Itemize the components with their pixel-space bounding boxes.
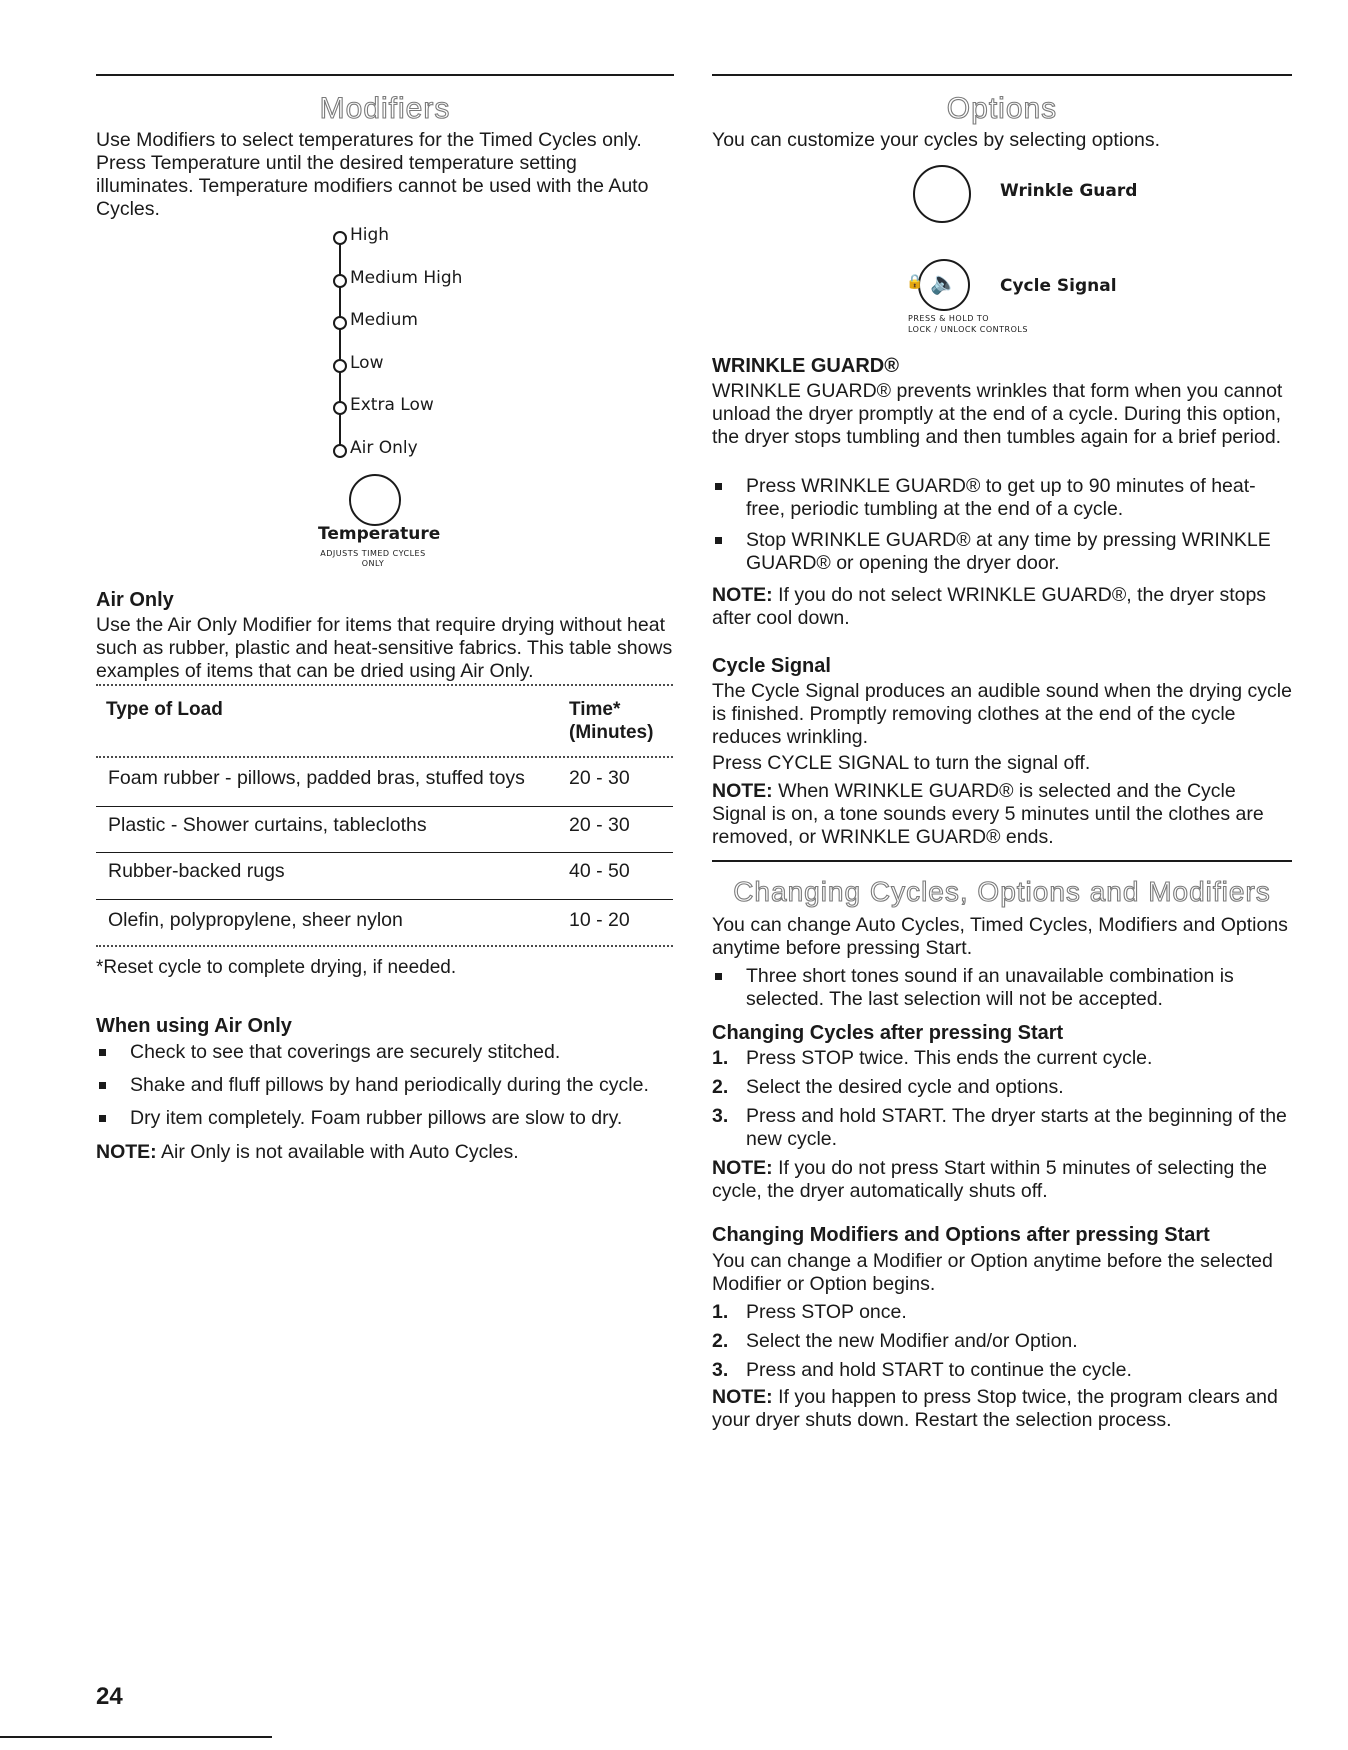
note-label: NOTE: (712, 780, 773, 802)
list-item-text: Press and hold START to continue the cycle. (746, 1359, 1132, 1381)
options-heading: Options (946, 92, 1058, 125)
list-item-text: Check to see that coverings are securely stitched. (130, 1041, 561, 1063)
indicator-light-icon (333, 401, 347, 415)
list-item (712, 1330, 1292, 1353)
table-cell-time: 10 - 20 (569, 909, 630, 931)
cycle-signal-sublabel-2: LOCK / UNLOCK CONTROLS (908, 325, 1028, 334)
setting-label: High (350, 225, 390, 245)
note-text: If you do not select WRINKLE GUARD®, the dryer stops after cool down. (712, 584, 1267, 629)
cycle-signal-text: The Cycle Signal produces an audible sound when the drying cycle is finished. Promptly removing clothes at the end of the cycle reduces wrinkling. (712, 680, 1292, 748)
changing-cycles-title: Changing Cycles after pressing Start (712, 1022, 1064, 1044)
step-number: 3. (712, 1105, 729, 1127)
setting-label: Extra Low (350, 395, 434, 415)
air-only-text: Use the Air Only Modifier for items that require drying without heat such as rubber, plastic and heat-sensitive fabrics. This table shows examples of items that can be dried using Air Only. (96, 614, 673, 682)
step-number: 2. (712, 1330, 729, 1352)
wrinkle-guard-note (712, 584, 1292, 630)
indicator-light-icon (333, 359, 347, 373)
table-cell-time: 20 - 30 (569, 767, 630, 789)
indicator-light-icon (333, 231, 347, 245)
list-item (712, 1359, 1292, 1382)
table-header-time-2: (Minutes) (569, 722, 654, 743)
note-label: NOTE: (96, 1141, 157, 1163)
page-number: 24 (96, 1683, 123, 1710)
indicator-light-icon (333, 444, 347, 458)
note-text: If you happen to press Stop twice, the program clears and your dryer shuts down. Restart the selection process. (712, 1386, 1278, 1431)
list-item-text: Press and hold START. The dryer starts at the beginning of the new cycle. (746, 1105, 1287, 1150)
list-item-text: Press STOP twice. This ends the current cycle. (746, 1047, 1153, 1069)
list-item (96, 1041, 681, 1064)
changing-list (712, 965, 1292, 1011)
cycle-signal-sublabel-1: PRESS & HOLD TO (908, 314, 990, 323)
indicator-light-icon (333, 316, 347, 330)
setting-label: Medium (350, 310, 418, 330)
setting-label: Air Only (350, 438, 418, 458)
table-bottom-border (96, 945, 673, 947)
list-item-text: Press WRINKLE GUARD® to get up to 90 minutes of heat-free, periodic tumbling at the end of a cycle. (746, 475, 1256, 520)
table-header-border (96, 756, 673, 758)
step-number: 1. (712, 1301, 729, 1323)
list-item-text: Three short tones sound if an unavailable combination is selected. The last selection will not be accepted. (746, 965, 1234, 1010)
table-cell-load: Rubber-backed rugs (108, 860, 285, 882)
list-item (712, 1105, 1292, 1151)
lock-icon: 🔒 (906, 273, 924, 289)
list-item-text: Dry item completely. Foam rubber pillows are slow to dry. (130, 1107, 623, 1129)
list-item (712, 475, 1292, 521)
changing-cycles-steps (712, 1047, 1292, 1151)
list-item (96, 1074, 681, 1097)
cycle-signal-title: Cycle Signal (712, 655, 831, 677)
cycle-signal-button-label: Cycle Signal (1000, 276, 1117, 296)
table-cell-time: 40 - 50 (569, 860, 630, 882)
table-header-load: Type of Load (106, 699, 223, 720)
modifiers-intro: Use Modifiers to select temperatures for the Timed Cycles only. Press Temperature until the desired temperature setting illuminates. Temperature modifiers cannot be used with the Auto Cycles. (96, 129, 649, 220)
table-row-divider (96, 852, 673, 853)
setting-label: Medium High (350, 268, 463, 288)
temperature-button-icon (349, 474, 401, 526)
note-label: NOTE: (712, 1157, 773, 1179)
note-text: Air Only is not available with Auto Cycles. (156, 1141, 519, 1163)
note-label: NOTE: (712, 584, 773, 606)
air-only-title: Air Only (96, 589, 174, 611)
table-cell-load: Plastic - Shower curtains, tablecloths (108, 814, 427, 836)
table-footnote: *Reset cycle to complete drying, if needed. (96, 957, 457, 978)
table-row-divider (96, 806, 673, 807)
left-top-rule (96, 74, 674, 76)
modifiers-heading: Modifiers (319, 92, 451, 125)
changing-modifiers-note (712, 1386, 1292, 1432)
changing-intro: You can change Auto Cycles, Timed Cycles, Modifiers and Options anytime before pressing Start. (712, 914, 1288, 959)
speaker-icon: 🔈 (930, 270, 958, 295)
temperature-knob-sublabel-2: ONLY (361, 559, 385, 568)
list-item-text: Press STOP once. (746, 1301, 907, 1323)
list-item-text: Select the new Modifier and/or Option. (746, 1330, 1078, 1352)
changing-modifiers-intro: You can change a Modifier or Option anytime before the selected Modifier or Option begins. (712, 1250, 1273, 1295)
changing-modifiers-title: Changing Modifiers and Options after pressing Start (712, 1224, 1210, 1246)
list-item (712, 1076, 1292, 1099)
note-label: NOTE: (712, 1386, 773, 1408)
air-only-note (96, 1141, 674, 1164)
table-cell-load: Foam rubber - pillows, padded bras, stuffed toys (108, 767, 525, 789)
changing-cycles-note (712, 1157, 1292, 1203)
wrinkle-guard-button-icon (913, 165, 971, 223)
note-text: When WRINKLE GUARD® is selected and the Cycle Signal is on, a tone sounds every 5 minutes until the clothes are removed, or WRINKLE GUARD® ends. (712, 780, 1264, 848)
right-top-rule (712, 74, 1292, 76)
bottom-rule (0, 1736, 272, 1738)
list-item-text: Shake and fluff pillows by hand periodically during the cycle. (130, 1074, 649, 1096)
step-number: 1. (712, 1047, 729, 1069)
list-item-text: Select the desired cycle and options. (746, 1076, 1064, 1098)
cycle-signal-button-icon (918, 259, 970, 311)
temperature-knob-sublabel-1: ADJUSTS TIMED CYCLES (320, 549, 426, 558)
list-item (712, 1301, 1292, 1324)
table-top-border (96, 684, 673, 686)
step-number: 2. (712, 1076, 729, 1098)
temperature-connector-line (339, 241, 341, 446)
wrinkle-guard-list (712, 475, 1292, 575)
when-using-air-only-list (96, 1041, 681, 1130)
changing-modifiers-steps (712, 1301, 1292, 1382)
table-row-divider (96, 899, 673, 900)
list-item (712, 965, 1292, 1011)
wrinkle-guard-text: WRINKLE GUARD® prevents wrinkles that form when you cannot unload the dryer promptly at the end of a cycle. During this option, the dryer stops tumbling and then tumbles again for a brief period. (712, 380, 1283, 448)
changing-top-rule (712, 860, 1292, 862)
table-cell-time: 20 - 30 (569, 814, 630, 836)
cycle-signal-text-2: Press CYCLE SIGNAL to turn the signal off. (712, 752, 1091, 774)
table-header-time-1: Time* (569, 699, 621, 720)
when-using-air-only-title: When using Air Only (96, 1015, 292, 1037)
step-number: 3. (712, 1359, 729, 1381)
changing-heading: Changing Cycles, Options and Modifiers (733, 876, 1271, 907)
list-item-text: Stop WRINKLE GUARD® at any time by pressing WRINKLE GUARD® or opening the dryer door. (746, 529, 1271, 574)
wrinkle-guard-button-label: Wrinkle Guard (1000, 181, 1138, 201)
cycle-signal-note (712, 780, 1292, 849)
list-item (96, 1107, 681, 1130)
list-item (712, 529, 1292, 575)
setting-label: Low (350, 353, 384, 373)
temperature-knob-label: Temperature (318, 524, 441, 544)
list-item (712, 1047, 1292, 1070)
wrinkle-guard-title: WRINKLE GUARD® (712, 355, 899, 377)
table-cell-load: Olefin, polypropylene, sheer nylon (108, 909, 403, 931)
indicator-light-icon (333, 274, 347, 288)
options-intro: You can customize your cycles by selecting options. (712, 129, 1161, 151)
note-text: If you do not press Start within 5 minutes of selecting the cycle, the dryer automatically shuts off. (712, 1157, 1267, 1202)
